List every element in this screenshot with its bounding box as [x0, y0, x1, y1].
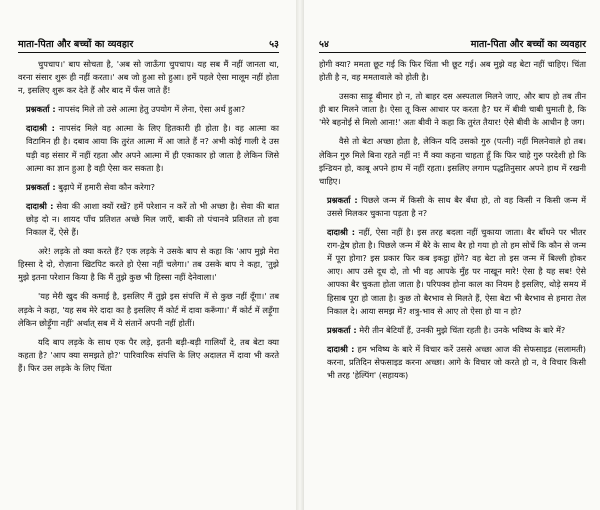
- left-page: [0, 0, 295, 510]
- paragraph: [18, 58, 279, 97]
- speaker-label: दादाश्री :: [327, 227, 355, 238]
- paragraph-text: नापसंद मिले तो उसे आत्मा हेतु उपयोग में लेना, ऐसा अर्थ हुआ?: [58, 104, 246, 115]
- paragraph-text: सेवा की आशा क्यों रखें? हमें परेशान न करें तो भी अच्छा है। सेवा की बात छोड़ दो न। शायद पाँच प्रतिशत अच्छे मिल जाएँ, बाकी तो पंचानवे प्रतिशत तो हवा निकाल दें, ऐसे हैं।: [26, 200, 279, 238]
- paragraph: [327, 194, 586, 220]
- paragraph-text: बुढ़ापे में हमारी सेवा कौन करेगा?: [58, 181, 155, 192]
- paragraph-text: यदि बाप लड़के के साथ एक पैर लड़े, इतनी बड़ी-बड़ी गालियाँ दे, तब बेटा क्या कहता है? 'आप क्या समझते हो?' पारिवारिक संपत्ति के लिए अदालत में दावा भी करते हैं। फिर उस लड़के के लिए चिंता: [18, 336, 279, 373]
- paragraph-text: चुपचाप।' बाप सोचता है, 'अब सो जाऊँगा चुपचाप। यह सब मैं नहीं जानता था, वरना संसार शुरू ही नहीं करता।' अब जो हुआ सो हुआ। हमें पहले ऐसा मालूम नहीं होता न, इसलिए शुरू कर देते हैं और बाद में फँस जाते हैं!: [18, 59, 279, 96]
- running-title: माता-पिता और बच्चों का व्यवहार: [470, 38, 586, 50]
- left-page-header: [18, 36, 279, 50]
- speaker-label: प्रश्नकर्ता :: [26, 104, 56, 115]
- paragraph: [18, 245, 279, 284]
- book-gutter: [296, 0, 304, 510]
- paragraph: [18, 290, 279, 329]
- paragraph: [26, 103, 279, 116]
- left-page-body: [18, 58, 279, 381]
- header-rule: [18, 52, 279, 53]
- paragraph-text: पिछले जन्म में किसी के साथ बैर बँधा हो, तो वह किसी न किसी जन्म में उससे मिलकर चुकाना पड़ता है न?: [327, 194, 586, 218]
- paragraph-text: नहीं, ऐसा नहीं है। इस तरह बदला नहीं चुकाया जाता। बैर बाँधने पर भीतर राग-द्वेष होता है। पिछले जन्म में बैरे के साथ बैर हो गया हो तो हम सोचें कि कौन से जन्म में पूरा होगा? इस प्रकार फिर कब इकट्ठा होंगे? वह बेटा तो इस जन्म में बिल्ली होकर आए। आप उसे दूध दो, तो भी वह आपके मुँह पर नाखून मारे! ऐसा है यह सब! ऐसे आपका बैर चुकता होता जाता है। परिपक्व होना काल का नियम है इसलिए, थोड़े समय में हिसाब पूरा हो जाता है। कुछ तो बैरभाव से मिलते हैं, ऐसा बेटा भी बैरभाव से हमारा तेल निकाल दे। आया समझ में? शत्रु-भाव से आए तो ऐसा हो या न हो?: [327, 227, 586, 316]
- paragraph-text: वैसे तो बेटा अच्छा होता है, लेकिन यदि उसको गुरु (पत्नी) नहीं मिलनेवाले हो तब। लेकिन गुरु मिले बिना रहते नहीं न! मैं क्या कहना चाहता हूँ कि फिर चाहे गुरु परदेशी हो कि इन्डियन हो, काबू अपने हाथ में नहीं रहता। इसलिए लगाम पद्धतिनुसार अपने हाथ में रखनी चाहिए।: [319, 136, 586, 186]
- speaker-label: प्रश्नकर्ता :: [26, 181, 56, 192]
- paragraph: [319, 135, 586, 187]
- right-page-header: [319, 36, 586, 50]
- speaker-label: दादाश्री :: [26, 200, 54, 211]
- paragraph-text: नापसंद मिले वह आत्मा के लिए हितकारी ही होता है। वह आत्मा का विटामिन ही है। दबाव आया कि तुरंत आत्मा में आ जाते हैं न? अभी कोई गाली दे उस घड़ी वह संसार में नहीं रहता और अपने आत्मा में ही एकाकार हो जाता है लेकिन जिसे आत्मा का ज्ञान हुआ है वही ऐसा कर सकता है।: [26, 123, 280, 173]
- paragraph: [26, 122, 279, 174]
- paragraph-text: होगी क्या? ममता छूट गई कि फिर चिंता भी छूट गई। अब मुझे वह बेटा नहीं चाहिए। चिंता होती है न, वह ममतावाले को होती है।: [319, 59, 586, 83]
- page-number: ५४: [319, 38, 329, 50]
- paragraph-text: मेरी तीन बेटियाँ हैं, उनकी मुझे चिंता रहती है। उनके भविष्य के बारे में?: [359, 324, 566, 335]
- paragraph-text: 'यह मेरी खुद की कमाई है, इसलिए मैं तुझे इस संपत्ति में से कुछ नहीं दूँगा।' तब लड़के ने कहा, 'यह सब मेरे दादा का है इसलिए मैं कोर्ट में दावा करूँगा।' मैं कोर्ट में लड़ूँगा लेकिन छोड़ूँगा नहीं' अर्थात् सब में ये संतानें अपनी नहीं होतीं।: [18, 291, 279, 328]
- speaker-label: प्रश्नकर्ता :: [327, 194, 358, 205]
- header-rule: [319, 52, 586, 53]
- paragraph: [26, 181, 279, 194]
- paragraph: [327, 343, 586, 382]
- paragraph-text: अरे! लड़के तो क्या करते हैं? एक लड़के ने उसके बाप से कहा कि 'आप मुझे मेरा हिस्सा दे दो, रोज़ाना खिटपिट करते हो ऐसा नहीं चलेगा।' तब उसके बाप ने कहा, 'तुझे मुझे इतना परेशान किया है कि मैं तुझे कुछ भी हिस्सा नहीं देनेवाला।': [18, 246, 279, 283]
- paragraph: [26, 200, 279, 239]
- right-page: [305, 0, 600, 510]
- paragraph: [18, 336, 279, 375]
- running-title: माता-पिता और बच्चों का व्यवहार: [18, 38, 134, 50]
- paragraph-text: हम भविष्य के बारे में विचार करें उससे अच्छा आज की सेफसाइड (सलामती) करना, प्रतिदिन सेफसाइड करना अच्छा। आगे के विचार जो करते हो न, वे विचार किसी भी तरह 'हेल्पिंग' (सहायक): [327, 343, 587, 380]
- speaker-label: दादाश्री :: [26, 123, 55, 134]
- right-page-body: [319, 58, 586, 388]
- speaker-label: दादाश्री :: [327, 343, 355, 354]
- paragraph: [319, 58, 586, 84]
- paragraph: [327, 324, 586, 337]
- paragraph: [327, 226, 586, 318]
- page-number: ५३: [269, 38, 279, 50]
- paragraph: [319, 90, 586, 129]
- paragraph-text: उसका साढ़ू बीमार हो न, तो बाहर दस अस्पताल मिलने जाए, और बाप हो तब तीन ही बार मिलने जाता है। ऐसा तू किस आधार पर करता है? घर में बीवी चाबी घुमाती है, कि 'मेरे बहनोई से मिलो आना!' अतः बीवी ने कहा कि तुरंत तैयार! ऐसे बीवी के आधीन है जग।: [319, 91, 586, 128]
- speaker-label: प्रश्नकर्ता :: [327, 324, 357, 335]
